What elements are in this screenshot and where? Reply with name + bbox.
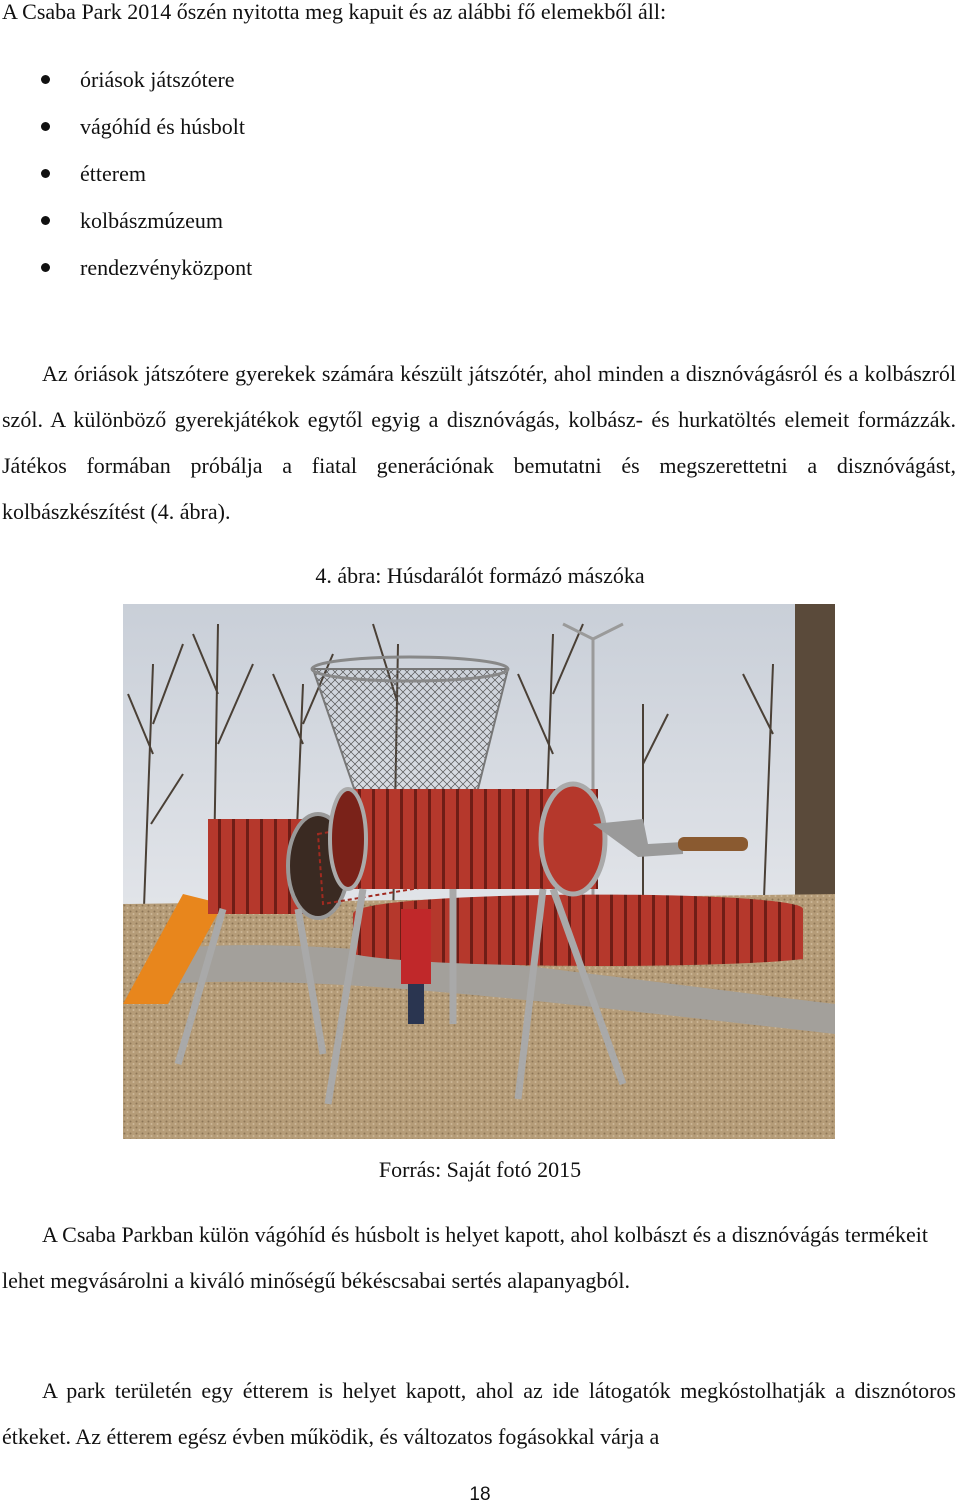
paragraph-butcher: A Csaba Parkban külön vágóhíd és húsbolt is helyet kapott, ahol kolbászt és a disznóvágás termékeit lehet megvásárolni a kiváló minőségű békéscsabai sertés alapanyagból. — [2, 1222, 928, 1293]
bullet-icon — [41, 263, 50, 272]
park-elements-list — [0, 60, 252, 295]
list-item: kolbászmúzeum — [0, 201, 252, 248]
paragraph-playground: Az óriások játszótere gyerekek számára készült játszótér, ahol minden a disznóvágásról és a kolbászról szól. A különböző gyerekjátékok egytől egyig a disznóvágás, kolbász- és hurkatöltés elemeit formázzák. Játékos formában próbálja a fiatal generációnak bemutatni és megszerettetni a disznóvágást, kolbászkészítést (4. ábra). — [2, 361, 956, 524]
bullet-icon — [41, 75, 50, 84]
list-item: rendezvényközpont — [0, 248, 252, 295]
list-item: vágóhíd és húsbolt — [0, 107, 252, 154]
list-item: étterem — [0, 154, 252, 201]
list-item: óriások játszótere — [0, 60, 252, 107]
bullet-icon — [41, 169, 50, 178]
bullet-icon — [41, 122, 50, 131]
paragraph-restaurant: A park területén egy étterem is helyet kapott, ahol az ide látogatók megkóstolhatják a disznótoros étkeket. Az étterem egész évben működik, és változatos fogásokkal várja a — [2, 1378, 956, 1449]
page-number: 18 — [469, 1484, 491, 1505]
bullet-icon — [41, 216, 50, 225]
figure-caption: 4. ábra: Húsdarálót formázó mászóka — [315, 563, 645, 588]
playground-photo — [123, 604, 835, 1139]
intro-text: A Csaba Park 2014 őszén nyitotta meg kapuit és az alábbi fő elemekből áll: — [2, 0, 667, 24]
figure-source: Forrás: Saját fotó 2015 — [378, 1157, 582, 1182]
